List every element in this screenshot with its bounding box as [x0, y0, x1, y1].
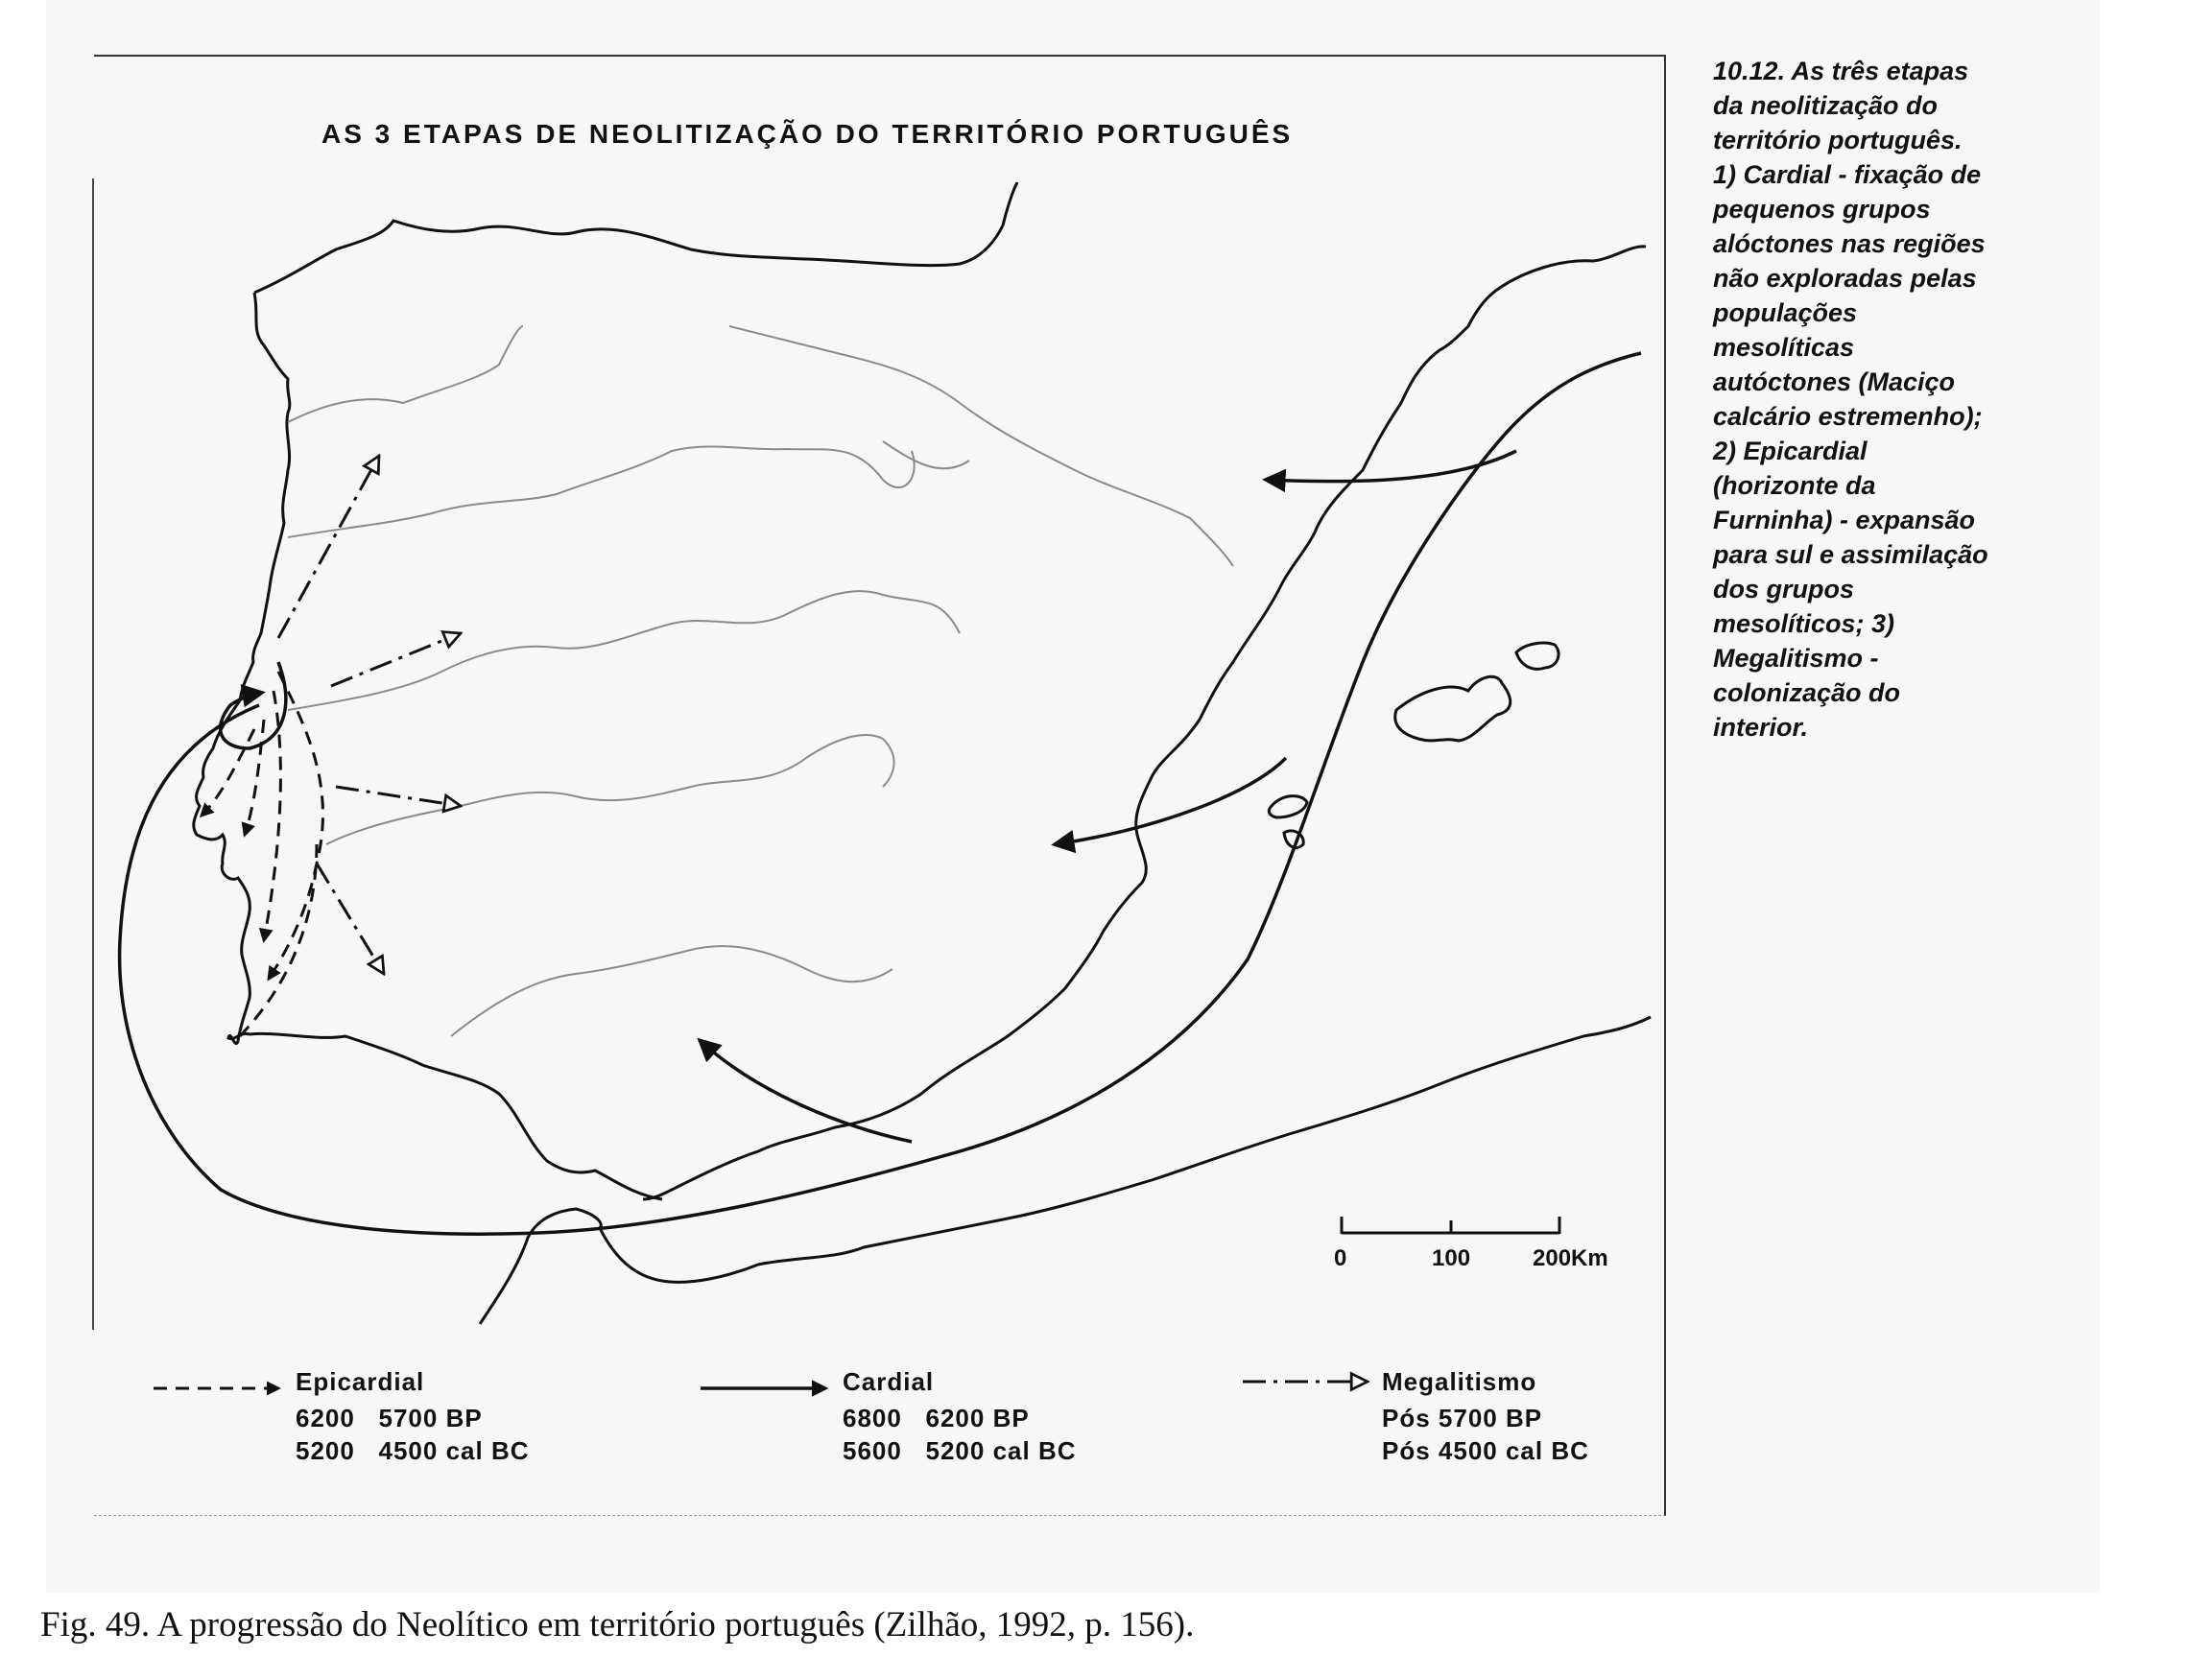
- megalithic-route-east: [336, 787, 461, 806]
- legend-epicardial-title: Epicardial: [296, 1367, 425, 1396]
- side-caption-line: 2) Epicardial: [1713, 437, 1868, 465]
- legend-megalitismo-title: Megalitismo: [1382, 1367, 1537, 1396]
- scale-label-0: 0: [1334, 1245, 1347, 1271]
- cardial-arrow-south: [701, 1041, 912, 1142]
- cardial-route-main: [120, 353, 1641, 1234]
- iberian-coastline: [194, 182, 1017, 1199]
- epicardial-route-3: [245, 720, 264, 835]
- legend-cardial: [843, 1367, 1077, 1469]
- cardial-arrow-north: [1267, 451, 1516, 482]
- scale-bar: [1342, 1217, 1559, 1234]
- side-caption-line: pequenos grupos: [1713, 195, 1931, 224]
- river-tejo: [288, 591, 960, 710]
- mediterranean-coast: [643, 247, 1646, 1199]
- side-caption-line: da neolitização do: [1713, 91, 1939, 120]
- river-minho: [288, 326, 523, 422]
- cardial-loop-estremadura: [221, 662, 286, 748]
- north-africa-coast: [480, 1017, 1651, 1324]
- balearic-ibiza: [1269, 796, 1307, 817]
- side-caption-line: para sul e assimilação: [1713, 540, 1988, 569]
- megalithic-route-southeast: [317, 864, 384, 974]
- figure-caption: Fig. 49. A progressão do Neolítico em território português (Zilhão, 1992, p. 156).: [40, 1605, 1195, 1645]
- scale-label-200: 200Km: [1533, 1245, 1608, 1271]
- side-caption-line: mesolíticas: [1713, 333, 1855, 362]
- map-title: AS 3 ETAPAS DE NEOLITIZAÇÃO DO TERRITÓRIO PORTUGUÊS: [321, 119, 1294, 149]
- balearic-majorca: [1395, 676, 1511, 741]
- side-caption-line: território português.: [1713, 126, 1963, 154]
- legend-cardial-calbc: 5600 5200 cal BC: [843, 1436, 1077, 1465]
- side-caption-line: autóctones (Maciço: [1713, 367, 1956, 396]
- cardial-arrow-east: [1056, 758, 1286, 844]
- side-caption-line: (horizonte da: [1713, 471, 1876, 500]
- legend-megalitismo: [1382, 1367, 1589, 1469]
- river-guadiana: [326, 735, 894, 844]
- side-caption: [1713, 54, 2030, 745]
- scale-label-100: 100: [1432, 1245, 1471, 1271]
- megalithic-route-northeast: [331, 633, 461, 686]
- side-caption-line: alóctones nas regiões: [1713, 229, 1986, 258]
- side-caption-line: 1) Cardial - fixação de: [1713, 160, 1982, 189]
- legend-epicardial-bp: 6200 5700 BP: [296, 1404, 483, 1432]
- river-north-small: [883, 441, 969, 468]
- river-guadalquivir: [451, 946, 892, 1036]
- side-caption-line: mesolíticos; 3): [1713, 609, 1895, 638]
- side-caption-line: calcário estremenho);: [1713, 402, 1983, 431]
- side-caption-line: 10.12. As três etapas: [1713, 57, 1969, 85]
- river-ebro: [729, 326, 1233, 566]
- side-caption-line: interior.: [1713, 713, 1809, 742]
- side-caption-line: colonização do: [1713, 678, 1901, 707]
- rivers: [288, 326, 1233, 1036]
- side-caption-line: Megalitismo -: [1713, 644, 1879, 673]
- legend-megalitismo-bp: Pós 5700 BP: [1382, 1404, 1543, 1432]
- balearic-minorca: [1516, 643, 1558, 669]
- legend-cardial-bp: 6800 6200 BP: [843, 1404, 1030, 1432]
- megalithic-route-north: [278, 456, 379, 638]
- epicardial-route-south: [235, 844, 317, 1041]
- legend-epicardial: [296, 1367, 530, 1469]
- side-caption-line: não exploradas pelas: [1713, 264, 1977, 293]
- side-caption-line: Furninha) - expansão: [1713, 506, 1976, 534]
- legend-epicardial-calbc: 5200 4500 cal BC: [296, 1436, 530, 1465]
- side-caption-line: populações: [1713, 298, 1858, 327]
- side-caption-line: dos grupos: [1713, 575, 1854, 603]
- river-douro: [288, 446, 915, 537]
- legend-megalitismo-calbc: Pós 4500 cal BC: [1382, 1436, 1589, 1465]
- legend-cardial-title: Cardial: [843, 1367, 935, 1396]
